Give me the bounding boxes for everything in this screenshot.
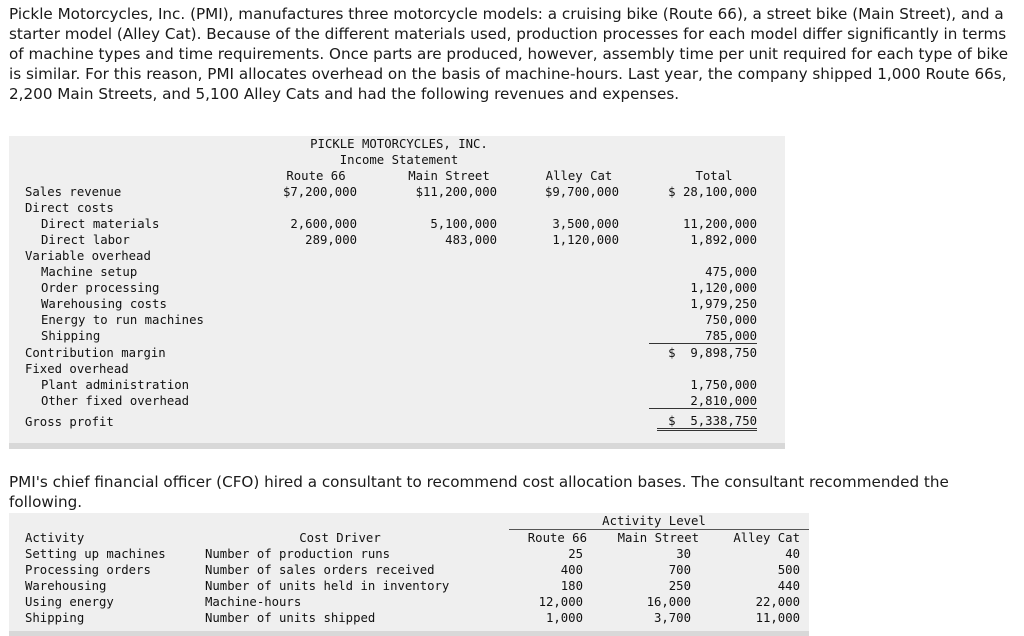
alley-cat-level: 40 <box>785 547 800 561</box>
activity-name: Processing orders <box>25 563 151 577</box>
sales-main-street: $11,200,000 <box>415 185 497 199</box>
activity-name: Setting up machines <box>25 547 166 561</box>
contribution-margin-total: $ 9,898,750 <box>668 346 757 360</box>
cost-driver: Number of production runs <box>205 547 391 561</box>
label-energy: Energy to run machines <box>41 313 204 327</box>
col-header-route66: Route 66 <box>286 169 346 183</box>
activity-name: Shipping <box>25 611 85 625</box>
label-plant-admin: Plant administration <box>41 378 190 392</box>
dl-main-street: 483,000 <box>445 233 497 247</box>
main-street-level: 3,700 <box>653 611 691 625</box>
alley-cat-level: 11,000 <box>755 611 800 625</box>
header-activity: Activity <box>25 531 85 545</box>
label-variable-overhead: Variable overhead <box>25 249 151 263</box>
dm-route66: 2,600,000 <box>290 217 357 231</box>
label-machine-setup: Machine setup <box>41 265 138 279</box>
label-shipping: Shipping <box>41 329 101 343</box>
label-contribution-margin: Contribution margin <box>25 346 166 360</box>
route66-level: 12,000 <box>538 595 583 609</box>
income-statement-panel <box>9 136 785 449</box>
sales-alley-cat: $9,700,000 <box>544 185 619 199</box>
col-header-total: Total <box>695 169 733 183</box>
cost-driver: Number of units shipped <box>205 611 376 625</box>
header-alley-cat: Alley Cat <box>733 531 800 545</box>
label-direct-costs: Direct costs <box>25 201 114 215</box>
energy-total: 750,000 <box>705 313 757 327</box>
sales-route66: $7,200,000 <box>282 185 357 199</box>
dm-alley-cat: 3,500,000 <box>552 217 619 231</box>
label-order-processing: Order processing <box>41 281 160 295</box>
col-header-alley-cat: Alley Cat <box>545 169 613 183</box>
dm-total: 11,200,000 <box>682 217 757 231</box>
machine-setup-total: 475,000 <box>705 265 757 279</box>
intro-paragraph: Pickle Motorcycles, Inc. (PMI), manufactures three motorcycle models: a cruising bike (Route 66), a street bike (Main Street), and a starter model (Alley Cat). Because of the different materials used, production processes for each model differ significantly in terms of machine types and time requirements. Once parts are produced, however, assembly time per unit required for each type of bike is similar. For this reason, PMI allocates overhead on the basis of machine-hours. Last year, the company shipped 1,000 Route 66s, 2,200 Main Streets, and 5,100 Alley Cats and had the following revenues and expenses. <box>9 5 1009 103</box>
dl-total: 1,892,000 <box>690 233 757 247</box>
cost-driver: Number of units held in inventory <box>205 579 450 593</box>
cost-driver: Machine-hours <box>205 595 302 609</box>
plant-admin-total: 1,750,000 <box>690 378 757 392</box>
label-sales-revenue: Sales revenue <box>25 185 122 199</box>
alley-cat-level: 440 <box>777 579 800 593</box>
header-route66: Route 66 <box>527 531 587 545</box>
dm-main-street: 5,100,000 <box>430 217 497 231</box>
header-main-street: Main Street <box>617 531 699 545</box>
route66-level: 25 <box>568 547 583 561</box>
statement-title: Income Statement <box>339 153 459 167</box>
label-direct-labor: Direct labor <box>41 233 130 247</box>
alley-cat-level: 500 <box>777 563 800 577</box>
shipping-total: 785,000 <box>649 328 757 344</box>
dl-alley-cat: 1,120,000 <box>552 233 619 247</box>
dl-route66: 289,000 <box>305 233 357 247</box>
route66-level: 1,000 <box>545 611 583 625</box>
activity-name: Using energy <box>25 595 114 609</box>
order-processing-total: 1,120,000 <box>690 281 757 295</box>
activity-name: Warehousing <box>25 579 107 593</box>
company-name: PICKLE MOTORCYCLES, INC. <box>310 137 488 151</box>
route66-level: 180 <box>560 579 583 593</box>
label-gross-profit: Gross profit <box>25 415 114 429</box>
main-street-level: 30 <box>676 547 691 561</box>
label-fixed-overhead: Fixed overhead <box>25 362 129 376</box>
col-header-main-street: Main Street <box>408 169 490 183</box>
activity-level-header: Activity Level <box>602 514 706 528</box>
activity-table-panel <box>9 513 809 636</box>
main-street-level: 250 <box>668 579 691 593</box>
main-street-level: 16,000 <box>646 595 691 609</box>
consultant-paragraph: PMI's chief financial officer (CFO) hired a consultant to recommend cost allocation bases. The consultant recommended the following. <box>9 473 949 511</box>
label-direct-materials: Direct materials <box>41 217 160 231</box>
header-cost-driver: Cost Driver <box>299 531 381 545</box>
label-warehousing: Warehousing costs <box>41 297 167 311</box>
gross-profit-total: $ 5,338,750 <box>657 413 757 431</box>
warehousing-total: 1,979,250 <box>690 297 757 311</box>
label-other-fixed: Other fixed overhead <box>41 394 190 408</box>
other-fixed-total: 2,810,000 <box>649 393 757 409</box>
sales-total: $ 28,100,000 <box>668 185 757 199</box>
main-street-level: 700 <box>668 563 691 577</box>
cost-driver: Number of sales orders received <box>205 563 435 577</box>
alley-cat-level: 22,000 <box>755 595 800 609</box>
route66-level: 400 <box>560 563 583 577</box>
